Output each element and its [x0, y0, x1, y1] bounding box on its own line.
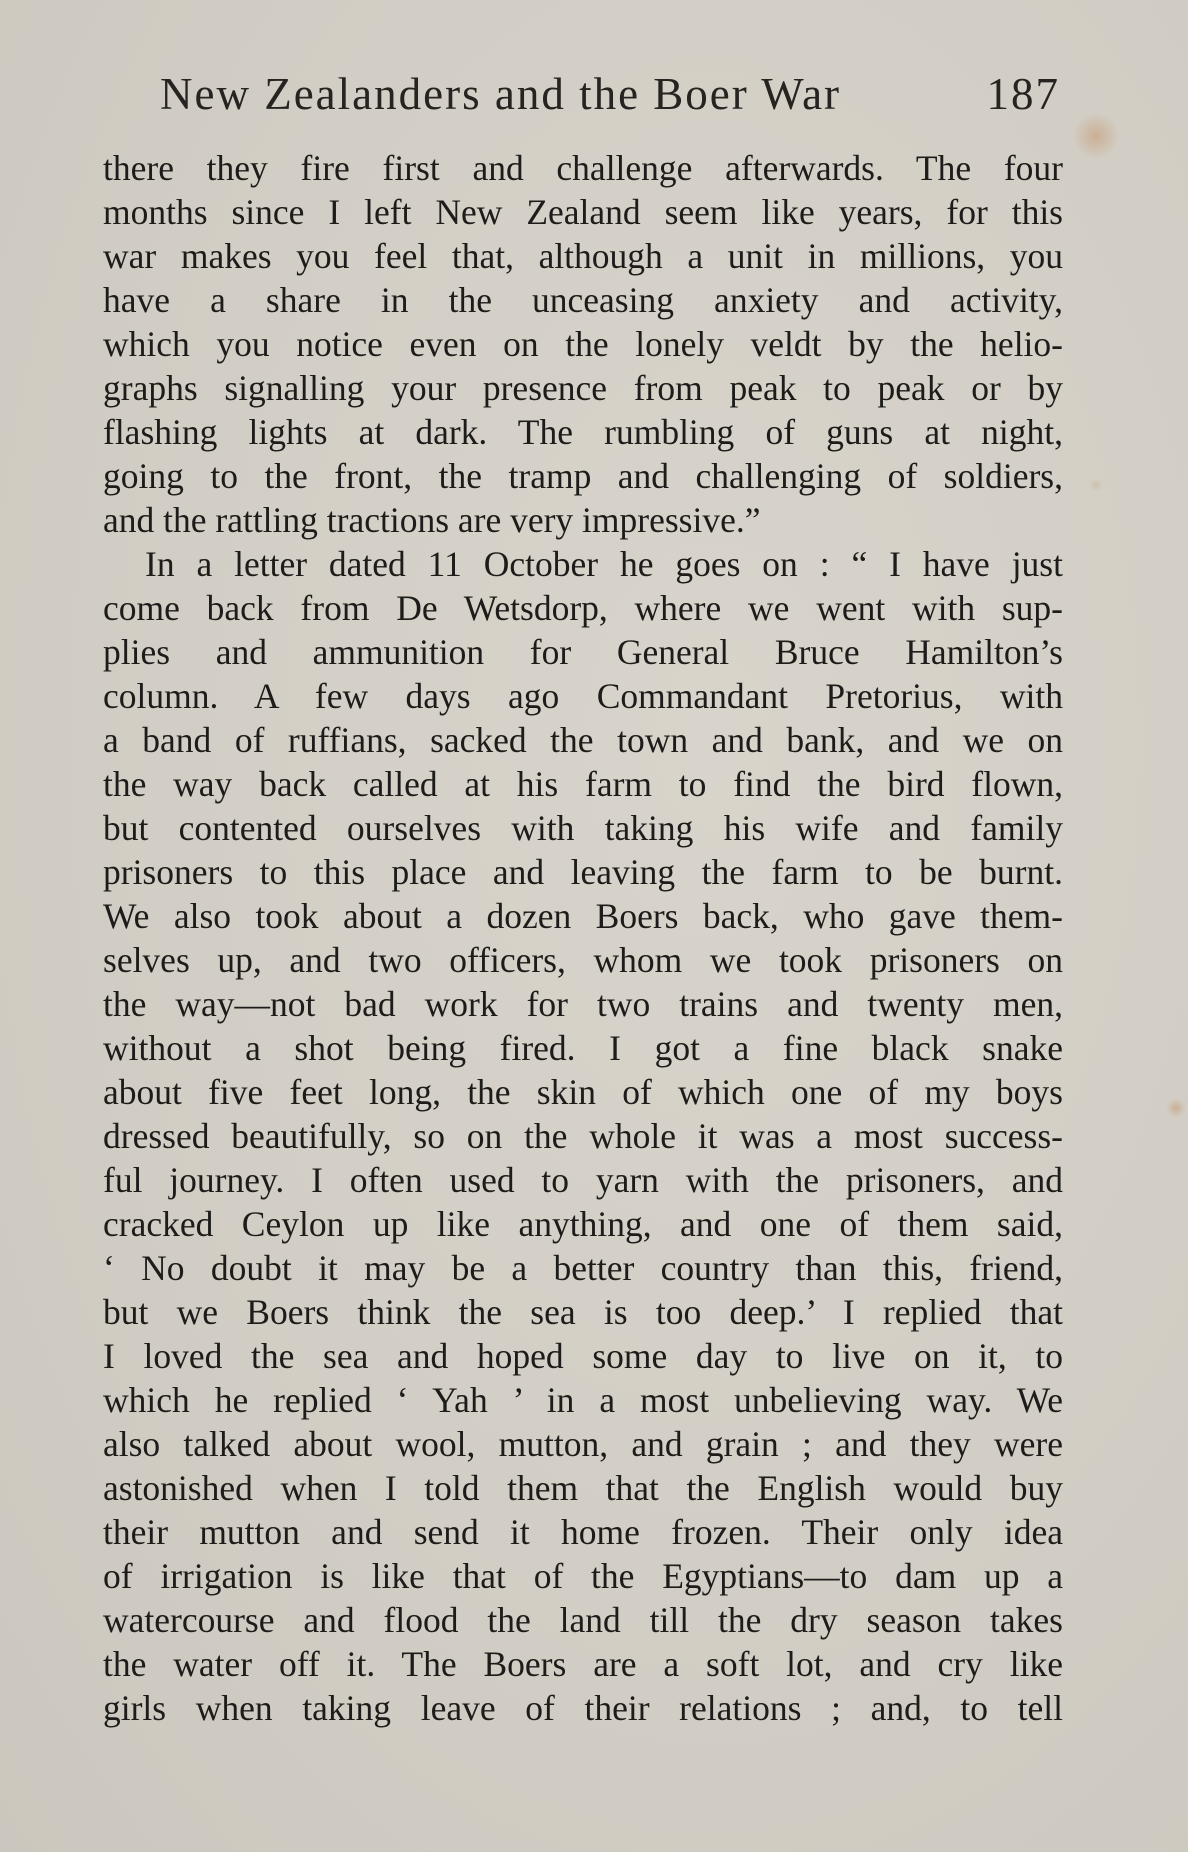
text-line: ful journey. I often used to yarn with the prisoners, and: [103, 1160, 1063, 1200]
text-line: a band of ruffians, sacked the town and bank, and we on: [103, 720, 1063, 760]
text-line: about five feet long, the skin of which one of my boys: [103, 1072, 1063, 1112]
running-head: [160, 68, 1060, 128]
text-line: astonished when I told them that the English would buy: [103, 1468, 1063, 1508]
text-line: the way back called at his farm to find the bird flown,: [103, 764, 1063, 804]
text-line: there they fire first and challenge afterwards. The four: [103, 148, 1063, 188]
text-line: ‘ No doubt it may be a better country than this, friend,: [103, 1248, 1063, 1288]
text-line: which he replied ‘ Yah ’ in a most unbelieving way. We: [103, 1380, 1063, 1420]
text-line: of irrigation is like that of the Egyptians—to dam up a: [103, 1556, 1063, 1596]
text-line: war makes you feel that, although a unit in millions, you: [103, 236, 1063, 276]
text-line: cracked Ceylon up like anything, and one of them said,: [103, 1204, 1063, 1244]
text-line: have a share in the unceasing anxiety and activity,: [103, 280, 1063, 320]
text-line: graphs signalling your presence from peak to peak or by: [103, 368, 1063, 408]
text-line: months since I left New Zealand seem like years, for this: [103, 192, 1063, 232]
page-number: 187: [986, 69, 1060, 119]
text-line: going to the front, the tramp and challenging of soldiers,: [103, 456, 1063, 496]
text-line: come back from De Wetsdorp, where we went with sup-: [103, 588, 1063, 628]
text-line: watercourse and flood the land till the dry season takes: [103, 1600, 1063, 1640]
text-line: their mutton and send it home frozen. Their only idea: [103, 1512, 1063, 1552]
text-line: flashing lights at dark. The rumbling of guns at night,: [103, 412, 1063, 452]
text-line: I loved the sea and hoped some day to live on it, to: [103, 1336, 1063, 1376]
text-line: but we Boers think the sea is too deep.’ I replied that: [103, 1292, 1063, 1332]
text-line: In a letter dated 11 October he goes on : “ I have just: [145, 544, 1063, 584]
text-line: the way—not bad work for two trains and twenty men,: [103, 984, 1063, 1024]
text-line: girls when taking leave of their relations ; and, to tell: [103, 1688, 1063, 1728]
text-line: dressed beautifully, so on the whole it was a most success-: [103, 1116, 1063, 1156]
text-line: prisoners to this place and leaving the farm to be burnt.: [103, 852, 1063, 892]
text-line: and the rattling tractions are very impressive.”: [103, 500, 761, 540]
running-head-title: New Zealanders and the Boer War: [160, 69, 842, 119]
body-text: [103, 146, 1063, 1730]
foxing-stain: [1089, 478, 1103, 492]
text-line: We also took about a dozen Boers back, who gave them-: [103, 896, 1063, 936]
text-line: which you notice even on the lonely veldt by the helio-: [103, 324, 1063, 364]
text-line: but contented ourselves with taking his wife and family: [103, 808, 1063, 848]
text-line: the water off it. The Boers are a soft lot, and cry like: [103, 1644, 1063, 1684]
text-line: column. A few days ago Commandant Pretorius, with: [103, 676, 1063, 716]
foxing-stain: [1166, 1098, 1186, 1118]
text-line: selves up, and two officers, whom we took prisoners on: [103, 940, 1063, 980]
text-line: also talked about wool, mutton, and grain ; and they were: [103, 1424, 1063, 1464]
text-line: without a shot being fired. I got a fine black snake: [103, 1028, 1063, 1068]
foxing-stain: [1072, 112, 1120, 160]
text-line: plies and ammunition for General Bruce Hamilton’s: [103, 632, 1063, 672]
